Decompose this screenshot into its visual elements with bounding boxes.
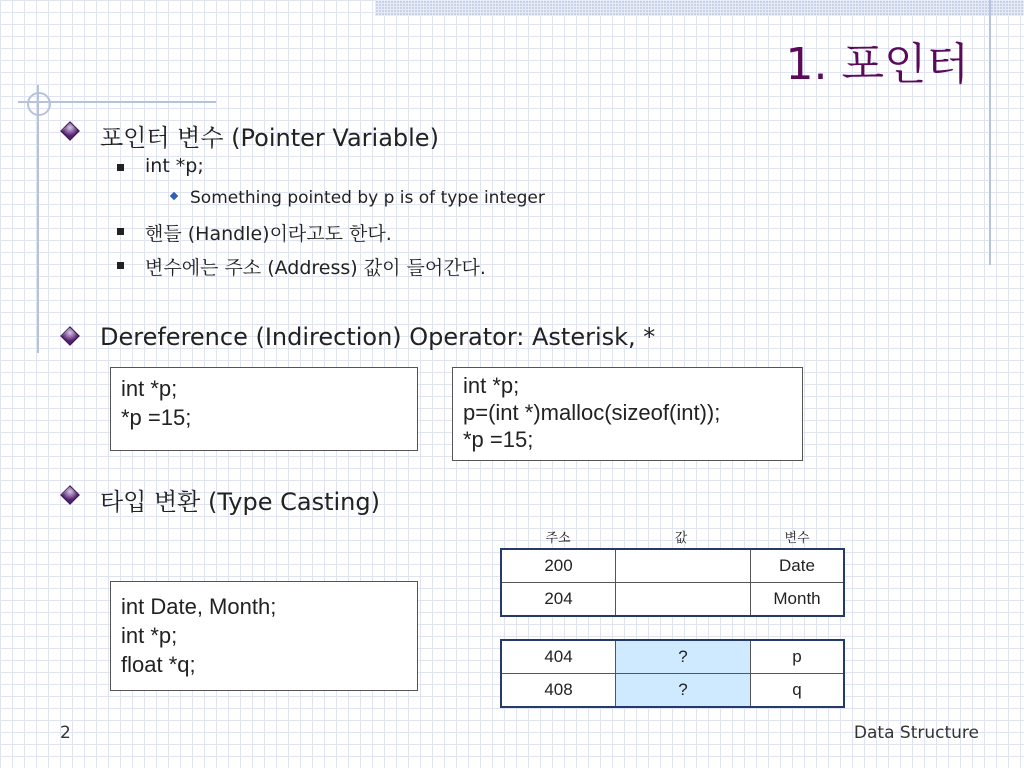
slide-title: 1. 포인터 (785, 39, 969, 90)
header-variable: 변수 (784, 531, 810, 546)
diamond-bullet-icon (62, 123, 79, 140)
sub-bullet-address (145, 253, 486, 280)
table-row (501, 640, 844, 674)
left-decoration-vline (37, 85, 39, 353)
code-line: float *q; (121, 652, 196, 677)
bullet-text: 타입 변환 (Type Casting) (100, 488, 380, 516)
table-row (501, 583, 844, 617)
sub-bullet-handle (145, 219, 392, 246)
small-diamond-bullet-icon (170, 192, 178, 200)
memory-table-upper (500, 548, 845, 617)
code-line: int *p; (463, 373, 520, 398)
code-box-1 (110, 367, 418, 451)
code-line: int *p; (121, 623, 178, 648)
code-line: *p =15; (463, 427, 534, 452)
table-cell (616, 583, 751, 617)
sub-bullet-text: 핸들 (Handle)이라고도 한다. (145, 223, 392, 245)
code-line: p=(int *)malloc(sizeof(int)); (463, 400, 721, 425)
code-line: *p =15; (121, 405, 192, 430)
header-address: 주소 (545, 531, 571, 546)
sub-sub-bullet-text: Something pointed by p is of type integer (190, 188, 545, 208)
bullet-dereference (100, 323, 655, 351)
table-cell: Month (751, 583, 845, 617)
bullet-type-casting (100, 482, 380, 517)
sub-sub-bullet-pointed (190, 188, 545, 208)
table-cell: ? (616, 674, 751, 708)
bullet-text: Dereference (Indirection) Operator: Asterisk, * (100, 323, 656, 351)
table-cell (616, 549, 751, 583)
table-cell: 204 (501, 583, 616, 617)
sub-bullet-text: int *p; (145, 155, 204, 177)
code-line: int *p; (121, 376, 178, 401)
code-box-3 (110, 581, 418, 691)
table-row (501, 549, 844, 583)
table-cell: Date (751, 549, 845, 583)
sub-bullet-int-p (145, 155, 204, 177)
code-box-2 (452, 367, 803, 461)
bullet-text: 포인터 변수 (Pointer Variable) (100, 124, 439, 152)
sub-bullet-text: 변수에는 주소 (Address) 값이 들어간다. (145, 257, 486, 279)
footer-course: Data Structure (853, 723, 979, 743)
bullet-pointer-variable (100, 118, 439, 153)
header-value: 값 (674, 531, 688, 546)
table-cell: ? (616, 640, 751, 674)
page-number: 2 (60, 723, 71, 743)
table-row (501, 674, 844, 708)
diamond-bullet-icon (62, 487, 79, 504)
table-cell: q (751, 674, 845, 708)
right-decoration-line (989, 0, 991, 265)
table-cell: 404 (501, 640, 616, 674)
memory-table-lower (500, 639, 845, 708)
square-bullet-icon (117, 164, 124, 171)
decoration-circle (27, 92, 51, 116)
square-bullet-icon (117, 262, 124, 269)
table-cell: p (751, 640, 845, 674)
top-decoration-bar (375, 0, 1024, 16)
table-cell: 200 (501, 549, 616, 583)
table-cell: 408 (501, 674, 616, 708)
square-bullet-icon (117, 228, 124, 235)
diamond-bullet-icon (62, 328, 79, 345)
code-line: int Date, Month; (121, 594, 277, 619)
